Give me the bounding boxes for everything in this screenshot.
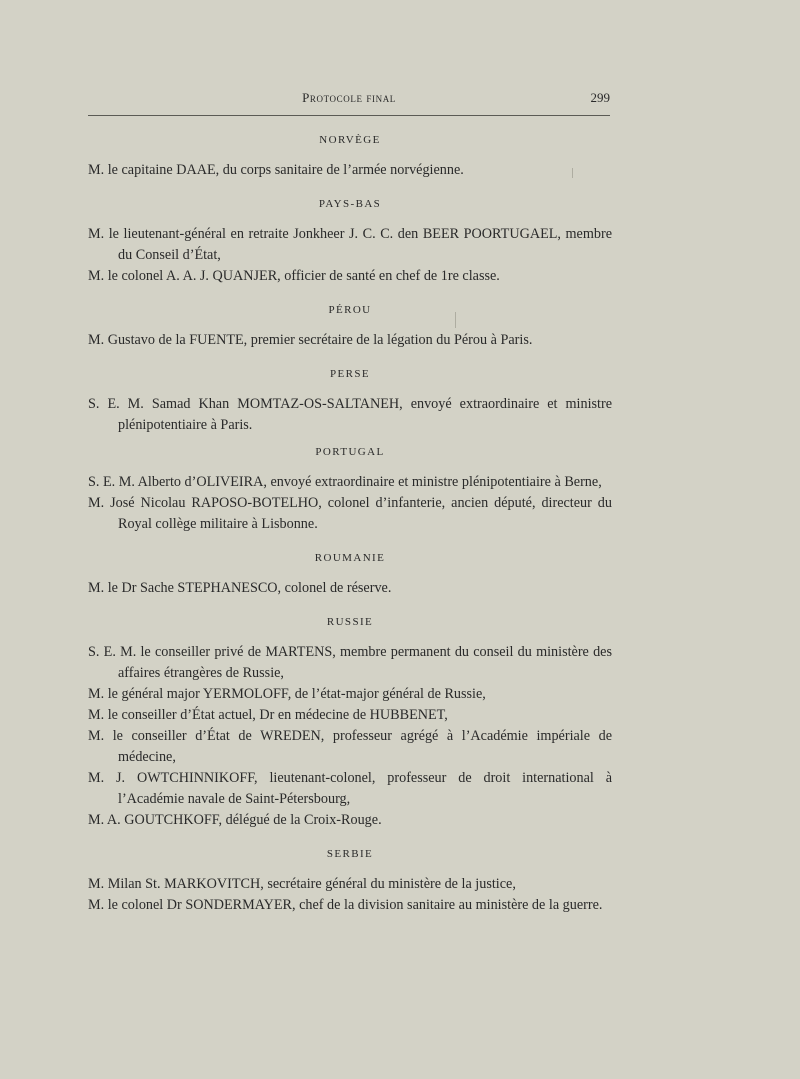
- section-perou: [88, 302, 612, 351]
- section-spacer: [88, 599, 612, 614]
- delegate-entry: M. J. OWTCHINNIKOFF, lieutenant-colonel, professeur de droit international à l’Académie navale de Saint-Pétersbourg,: [88, 770, 612, 807]
- delegate-entry: M. le capitaine DAAE, du corps sanitaire de l’armée norvégienne.: [88, 162, 464, 178]
- country-heading: PORTUGAL: [315, 446, 385, 458]
- section-pays-bas: [88, 196, 612, 287]
- section-portugal: [88, 444, 612, 535]
- section-spacer: [88, 831, 612, 846]
- section-spacer: [88, 287, 612, 302]
- section-norvege: [88, 132, 612, 181]
- delegate-entry: M. le conseiller d’État actuel, Dr en médecine de HUBBENET,: [88, 707, 448, 723]
- delegate-entry: M. le général major YERMOLOFF, de l’état-major général de Russie,: [88, 686, 486, 702]
- paper-speck: [455, 312, 456, 328]
- section-spacer: [88, 351, 612, 366]
- page-header: [88, 88, 610, 110]
- section-spacer: [88, 181, 612, 196]
- delegate-entry: S. E. M. Alberto d’OLIVEIRA, envoyé extraordinaire et ministre plénipotentiaire à Berne,: [88, 474, 602, 490]
- section-roumanie: [88, 550, 612, 599]
- country-heading: ROUMANIE: [314, 552, 386, 564]
- country-heading: PAYS-BAS: [318, 198, 382, 210]
- delegate-entry: M. le colonel Dr SONDERMAYER, chef de la division sanitaire au ministère de la guerre.: [88, 897, 603, 913]
- running-head: Protocole final: [302, 90, 396, 105]
- delegates-list: [88, 132, 612, 916]
- section-spacer: [88, 436, 612, 444]
- country-heading: NORVÈGE: [319, 134, 381, 146]
- page-number: 299: [590, 90, 610, 105]
- delegate-entry: M. le lieutenant-général en retraite Jonkheer J. C. C. den BEER POORTUGAEL, membre du Conseil d’État,: [88, 226, 612, 263]
- delegate-entry: M. A. GOUTCHKOFF, délégué de la Croix-Rouge.: [88, 812, 382, 828]
- delegate-entry: M. le Dr Sache STEPHANESCO, colonel de réserve.: [88, 580, 392, 596]
- paper-speck: [572, 168, 573, 178]
- country-heading: RUSSIE: [326, 616, 374, 628]
- delegate-entry: M. José Nicolau RAPOSO-BOTELHO, colonel d’infanterie, ancien député, directeur du Royal collège militaire à Lisbonne.: [88, 495, 612, 532]
- country-heading: PERSE: [329, 368, 370, 380]
- delegate-entry: M. Milan St. MARKOVITCH, secrétaire général du ministère de la justice,: [88, 876, 516, 892]
- header-rule: [88, 115, 610, 116]
- country-heading: SERBIE: [326, 848, 374, 860]
- delegate-entry: M. le colonel A. A. J. QUANJER, officier de santé en chef de 1re classe.: [88, 268, 500, 284]
- section-perse: [88, 366, 612, 436]
- delegate-entry: M. le conseiller d’État de WREDEN, professeur agrégé à l’Académie impériale de médecine,: [88, 728, 612, 765]
- section-russie: [88, 614, 612, 831]
- delegate-entry: S. E. M. Samad Khan MOMTAZ-OS-SALTANEH, envoyé extraordinaire et ministre plénipotentiaire à Paris.: [88, 396, 612, 433]
- section-serbie: [88, 846, 612, 916]
- country-heading: PÉROU: [328, 304, 372, 316]
- delegate-entry: M. Gustavo de la FUENTE, premier secrétaire de la légation du Pérou à Paris.: [88, 332, 533, 348]
- section-spacer: [88, 535, 612, 550]
- delegate-entry: S. E. M. le conseiller privé de MARTENS, membre permanent du conseil du ministère des affaires étrangères de Russie,: [88, 644, 612, 681]
